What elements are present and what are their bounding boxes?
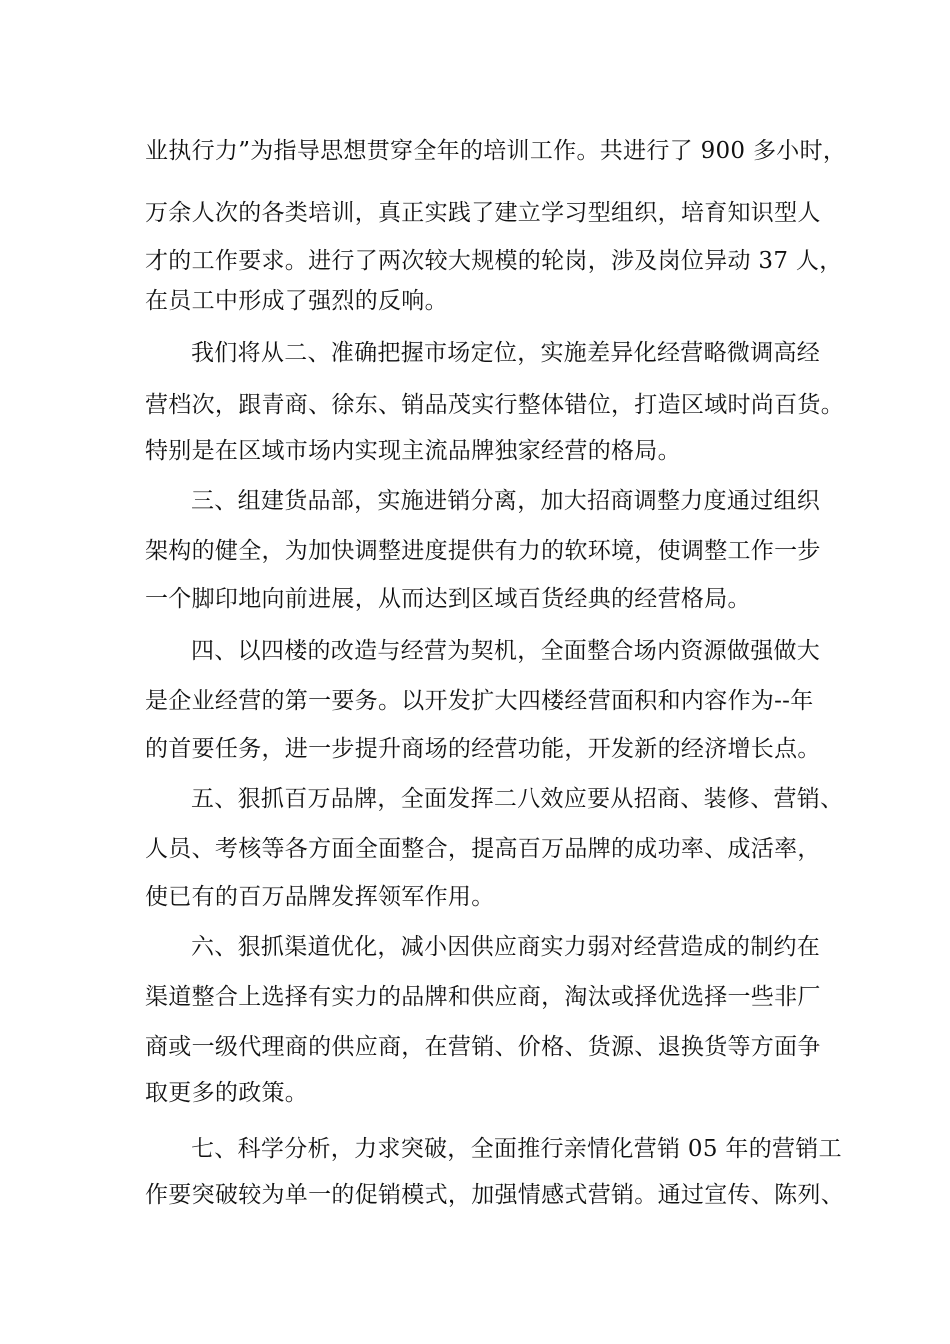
text-line: 架构的健全，为加快调整进度提供有力的软环境，使调整工作一步 <box>145 538 821 564</box>
text-line: 七、科学分析，力求突破，全面推行亲情化营销 05 年的营销工 <box>191 1136 842 1162</box>
text-line: 在员工中形成了强烈的反响。 <box>145 288 448 314</box>
text-line: 使已有的百万品牌发挥领军作用。 <box>145 884 495 910</box>
text-line: 业执行力”为指导思想贯穿全年的培训工作。共进行了 900 多小时， <box>145 138 847 164</box>
text-line: 的首要任务，进一步提升商场的经营功能，开发新的经济增长点。 <box>145 736 821 762</box>
text-line: 才的工作要求。进行了两次较大规模的轮岗，涉及岗位异动 37 人， <box>145 248 843 274</box>
text-line: 我们将从二、准确把握市场定位，实施差异化经营略微调高经 <box>191 340 821 366</box>
text-line: 特别是在区域市场内实现主流品牌独家经营的格局。 <box>145 438 681 464</box>
text-line: 作要突破较为单一的促销模式，加强情感式营销。通过宣传、陈列、 <box>145 1182 844 1208</box>
text-line: 一个脚印地向前进展，从而达到区域百货经典的经营格局。 <box>145 586 751 612</box>
text-line: 五、狠抓百万品牌，全面发挥二八效应要从招商、装修、营销、 <box>191 786 844 812</box>
text-line: 六、狠抓渠道优化，减小因供应商实力弱对经营造成的制约在 <box>191 934 821 960</box>
text-line: 四、以四楼的改造与经营为契机，全面整合场内资源做强做大 <box>191 638 821 664</box>
text-line: 营档次，跟青商、徐东、销品茂实行整体错位，打造区域时尚百货。 <box>145 392 844 418</box>
text-line: 万余人次的各类培训，真正实践了建立学习型组织，培育知识型人 <box>145 200 821 226</box>
text-line: 是企业经营的第一要务。以开发扩大四楼经营面积和内容作为--年 <box>145 688 814 714</box>
text-line: 商或一级代理商的供应商，在营销、价格、货源、退换货等方面争 <box>145 1034 821 1060</box>
text-line: 渠道整合上选择有实力的品牌和供应商，淘汰或择优选择一些非厂 <box>145 984 821 1010</box>
text-line: 三、组建货品部，实施进销分离，加大招商调整力度通过组织 <box>191 488 821 514</box>
text-line: 人员、考核等各方面全面整合，提高百万品牌的成功率、成活率， <box>145 836 821 862</box>
text-line: 取更多的政策。 <box>145 1080 309 1106</box>
